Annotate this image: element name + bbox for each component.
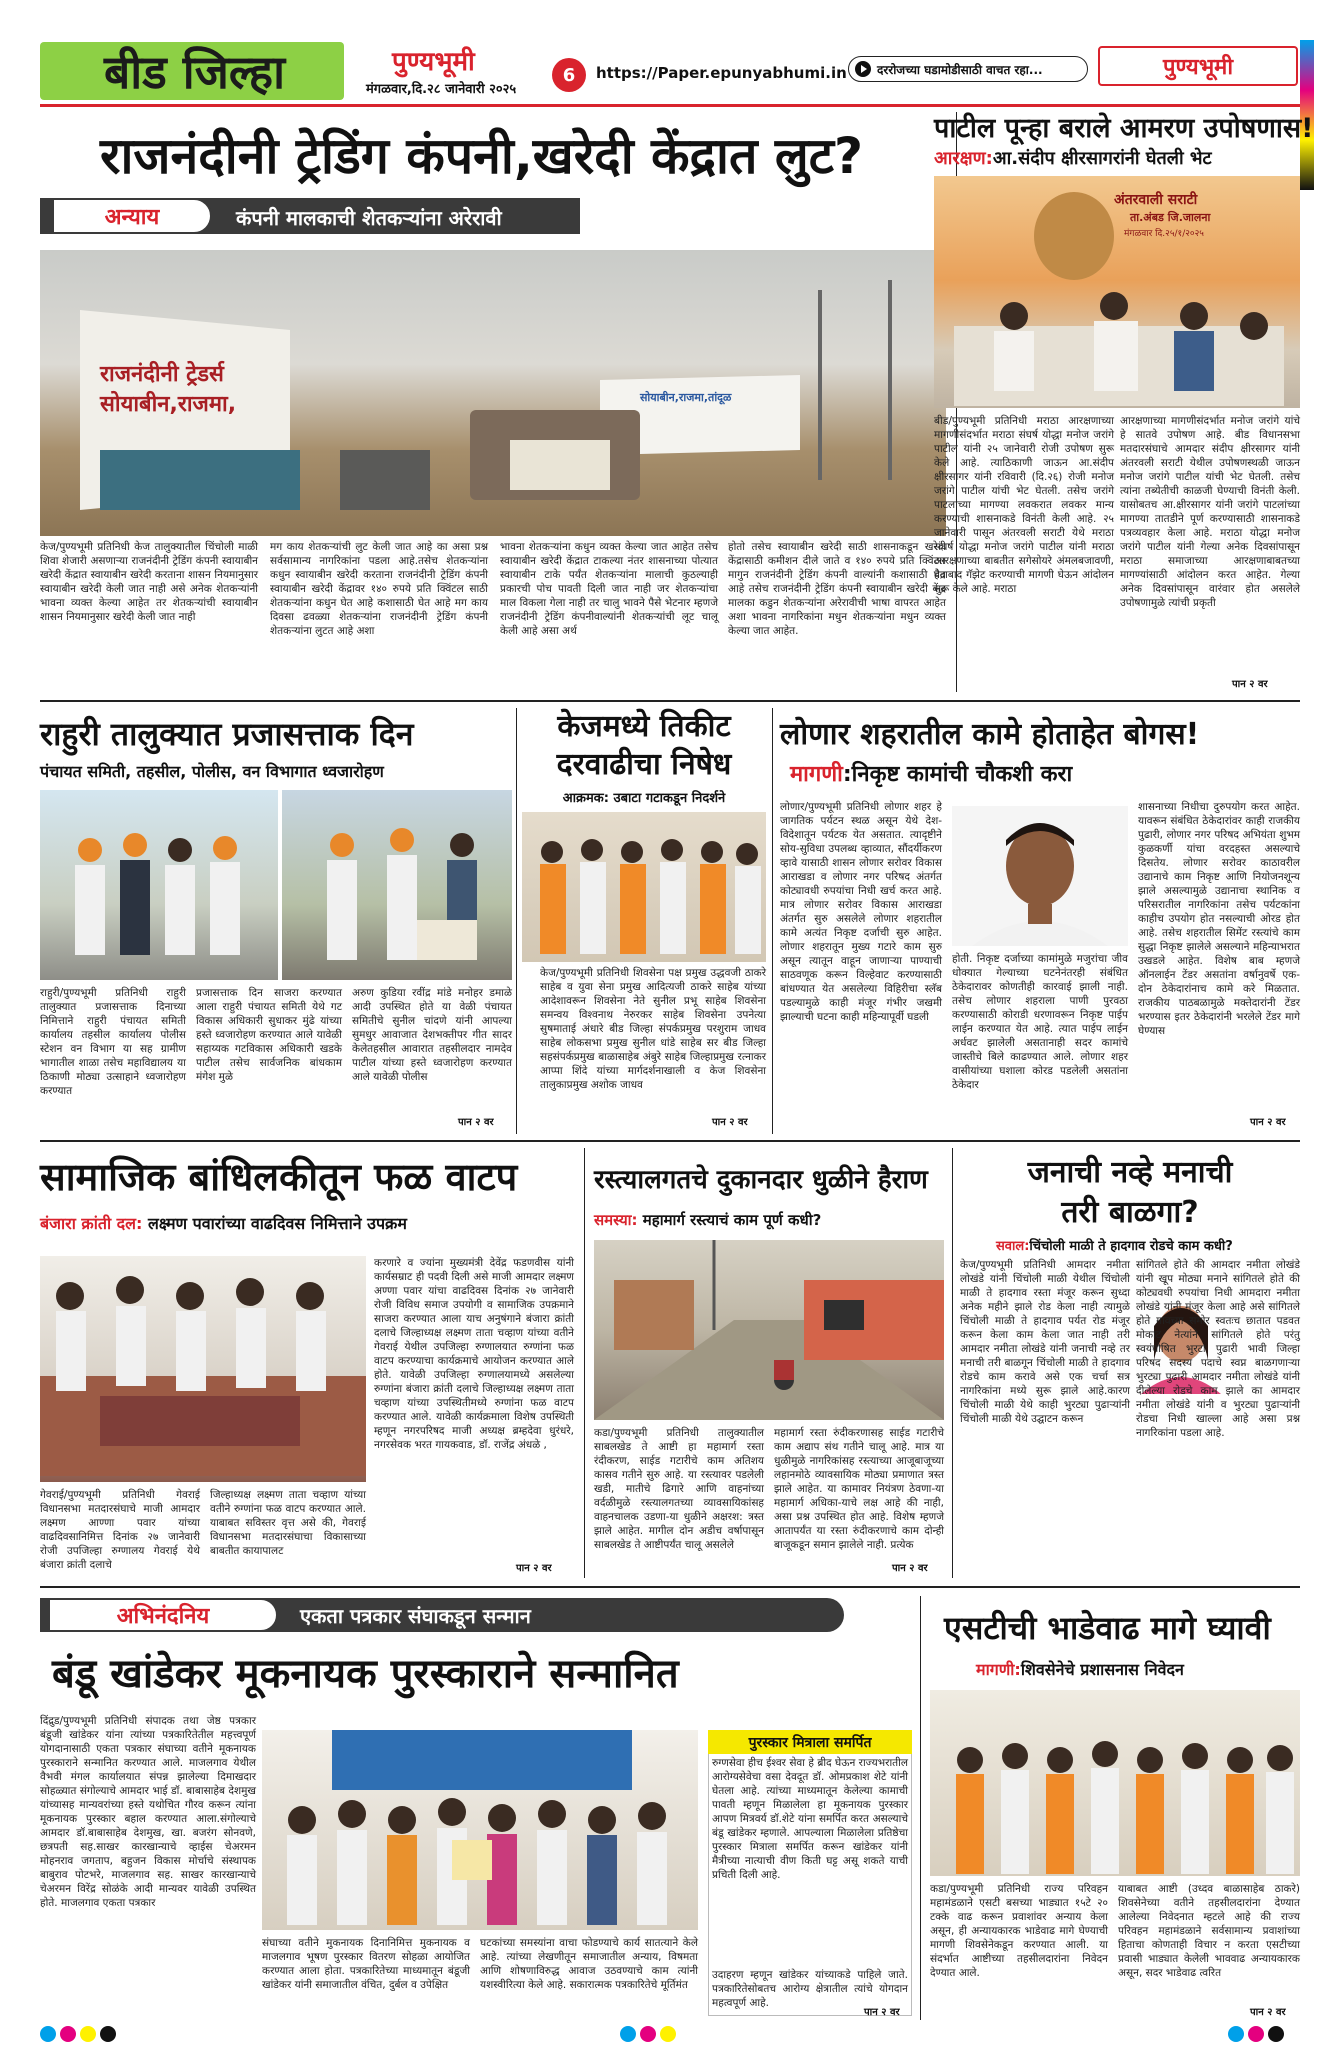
- registration-mark-left: [40, 2026, 56, 2042]
- road-col-1: कडा/पुण्यभूमी प्रतिनिधी तालुक्यातील साबलखेड ते आष्टी हा महामार्ग रस्ता रंदीकरण, साईड गटारीचे काम अतिशय कासव गतीने सुरु आहे. या रस्त्यावर पडलेली खडी, मातीचे ढिगारे आणि वाहनांच्या वर्दळीमुळे रस्त्यालगतच्या व्यावसायिकांसह वाहनचालक उडणा-या धुळीने अक्षरश: त्रस्त झाले आहेत. मागील दोन अडीच वर्षापासून साबलखेड ते आष्टीपर्यंत चालू असलेले: [594, 1427, 764, 1551]
- janachi-col-1: केज/पुण्यभूमी प्रतिनिधी आमदार नमीता लोखंडे यांनी चिंचोली माळी येथील चिंचोली माळी ते हादगाव रस्ता मंजूर करून सुध्दा अनेक महीने झाले रोड केला नाही त्यामुळे चिंचोली माळी ते हादगाव पर्यत रोड मंजूर करून केला काम केला जात नाही तरी आमदार नमीता लोखंडे यांनी जनाची नव्हे तर मनाची तरी बाळगून चिंचोली माळी ते हादगाव रोडचे काम करावे असे एक चर्चा सत्र नागरिकांना मध्ये सुरू झाले आहे.कारण चिंचोली माळी येथे काही भुरट्या पुढाऱ्यांनी चिंचोली माळी येथे उद्घाटन करून: [960, 1259, 1130, 1425]
- lonar-tag: मागणी: [790, 762, 843, 787]
- lonar-col-1: लोणार/पुण्यभूमी प्रतिनिधी लोणार शहर हे जागतिक पर्यटन स्थळ असून येथे देश-विदेशातून पर्यटक येत असतात. त्यादृष्टीने सोय-सुविधा उपलब्ध व्हाव्यात, सौंदर्यीकरण व्हावे यासाठी शासन लोणार सरोवर विकास आराखडा व लोणार नगर परिषद अंतर्गत कोट्यावधी रुपयांचा निधी खर्च करत आहे. मात्र लोणार सरोवर विकास आराखडा अंतर्गत सुरु असलेले लोणार शहरातील कामे अत्यंत निकृष्ट दर्जाची सुरु आहेत. लोणार शहरातून मुख्य गटारे काम सुरु असून त्यातून वाहून जाणाऱ्या पाण्याची साठवणूक करून विल्हेवाट करण्यासाठी बांधण्यात येत असलेल्या विहिरीचा स्लॅब पडल्यामुळे काही मंजूर गंभीर जखमी झाल्याची घटना काही महिन्यापूर्वी घडली: [780, 801, 942, 1023]
- registration-mark-left-2: [60, 2026, 76, 2042]
- edition-date: मंगळवार,दि.२८ जानेवारी २०२५: [366, 82, 517, 97]
- lonar-col-2: होती. निकृष्ट दर्जाच्या कामांमुळे मजुरांचा जीव धोक्यात गेल्याच्या घटनेनंतरही संबंधित ठेकेदारावर कोणतीही कारवाई झाली नाही. तसेच लोणार शहराला पाणी पुरवठा करण्यासाठी कोराडी धरणावरून निकृष्ट पाईप लाईन करण्यात येत आहे. त्यात पाईप लाईन अर्धवट झालेली असतानाही सदर कामांचे जास्तीचे बिले काढण्यात आले. लोणार शहर वासीयांच्या घशाला कोरड पडलेली असतांना ठेकेदार: [952, 953, 1128, 1091]
- road-tag: समस्या:: [594, 1211, 638, 1229]
- vertical-rule-st: [920, 1596, 921, 2020]
- site-url[interactable]: https://Paper.epunyabhumi.in: [596, 64, 847, 82]
- road-col-2: महामार्ग रस्ता रुंदीकरणासह साईड गटारीचे काम अद्याप संथ गतीने चालू आहे. मात्र या धुळीमुळे नागरिकांसह रस्त्याच्या आजूबाजूच्या लहानमोठे व्यावसायिक मोठ्या प्रमाणात त्रस्त झाले आहेत. या कामावर नियंत्रण ठेवणा-या महामार्ग अधिका-याचे लक्ष आहे की नाही, असा प्रश्न उपस्थित होत आहे. विशेष म्हणजे आतापर्यंत या रस्ता रुंदीकरणाचे काम दोन्ही बाजूकडून समान झालेले नाही. प्रत्येक: [774, 1427, 944, 1551]
- tagline-bar: [848, 56, 1088, 82]
- patil-strap-line: [934, 146, 1212, 170]
- registration-mark-left-3: [80, 2026, 96, 2042]
- lead-photo-sign2: सोयाबीन,राजमा,तांदूळ: [640, 391, 732, 404]
- row-rule-1: [40, 700, 1300, 702]
- award-left-col: दिंद्रुड/पुण्यभूमी प्रतिनिधी संपादक तथा जेष्ठ पत्रकार बंडूजी खांडेकर यांना त्यांच्या पत्रकारितेतील महत्त्वपूर्ण योगदानासाठी एकता पत्रकार संघाच्या वतीने मूकनायक पुरस्काराने सन्मानित करण्यात आले. माजलगाव येथील वैभवी मंगल कार्यालयात संपन्न झालेल्या दिमाखदार सोहळ्यात संगोल्याचे आमदार भाई डॉ. बाबासाहेब देशमुख यांच्यासह मान्यवरांच्या हस्ते यथोचित गौरव करून त्यांना मूकनायक पुरस्कार बहाल करण्यात आला.संगोल्याचे आमदार डॉ.बाबासाहेब देशमुख, खा. बजरंग सोनवणे, छत्रपती सह.साखर कारखान्याचे व्हाईस चेअरमन मोहनराव जगताप, बहुजन विकास मोर्चाचे संस्थापक बाबुराव पोटभरे, माजलगाव सह. साखर कारखान्याचे चेअरमन विरेंद्र सोळंके आदी मान्यवर यावेळी उपस्थित होते. माजलगाव एकता पत्रकार: [40, 1715, 256, 1909]
- rahuri-photo-1: [40, 790, 278, 980]
- registration-mark-mid: [620, 2026, 636, 2042]
- award-box-title-bar: [708, 1730, 912, 1754]
- kej-headline: केजमध्ये तिकीट दरवाढीचा निषेध: [556, 709, 732, 782]
- lead-col-2: मग काय शेतकऱ्यांची लुट केली जात आहे का असा प्रश्न सर्वसामान्य नागरिकांना पडला आहे.तसेच शेतकऱ्यांना कधुन स्वायाबीन खरेदी करताना राजनंदीनी ट्रेडिंग कंपनी स्वायाबीन खरेदी केंद्रावर १४० रुपये प्रति क्विंटल साठी शेतकऱ्यांना कधुन घेत आहे कशासाठी घेत आहे मग काय दिवसा ढवळ्या शेतकऱ्यांना राजनंदीनी ट्रेडिंग कंपनी शेतकऱ्यांना लुटत आहे अशा: [270, 541, 488, 637]
- patil-continued: पान २ वर: [1232, 679, 1268, 690]
- rahuri-col-1: राहुरी/पुण्यभूमी प्रतिनिधी राहुरी तालुक्यात प्रजासत्ताक दिनाच्या निमित्ताने राहुरी पंचायत समिती कार्यालय तहसील कार्यालय पोलीस स्टेशन वन विभाग या सह ग्रामीण भागातील शाळा तसेच महाविद्यालय या ठिकाणी मोठ्या उत्साहाने ध्वजारोहण करण्यात: [40, 987, 186, 1097]
- row-rule-3: [40, 1586, 1300, 1588]
- kej-continued: पान २ वर: [712, 1117, 748, 1128]
- page-number: [552, 58, 586, 92]
- lead-tag-text: अन्याय: [104, 205, 160, 230]
- rahuri-headline: राहुरी तालुक्यात प्रजासत्ताक दिन: [40, 715, 414, 753]
- rahuri-sub: पंचायत समिती, तहसील, पोलीस, वन विभागात ध्वजारोहण: [40, 762, 384, 781]
- award-tag-text: अभिनंदनिय: [116, 1604, 210, 1629]
- vertical-rule-kej: [516, 708, 517, 1134]
- row-rule-2: [40, 1140, 1300, 1142]
- play-icon: [855, 61, 871, 77]
- patil-col-2: आरक्षणाच्या मागणीसंदर्भात मनोज जरांगे यांचे हे सातवे उपोषण आहे. बीड विधानसभा मतदारसंघाचे आमदार संदीप क्षीरसागर यांनी अंतरवली सराटी येथील उपोषणस्थळी जाऊन मनोज जरांगे पाटील यांची भेट घेतली. तसेच त्यांना तब्येतीची काळजी घेण्याची विनंती केली. यासोबतच आ.क्षीरसागर यांनी जरांगे पाटलांच्या मागण्या तातडीने पूर्ण करण्यासाठी शासनाकडे पत्रव्यवहार केला आहे. मराठा योद्धा मनोज जरांगे पाटील यांनी गेल्या अनेक दिवसांपासून मराठा समाजाच्या आरक्षणाबाबतच्या मागण्यांसाठी आंदोलन करत आहेत. गेल्या अनेक दिवसांपासून वारंवार होत असलेले उपोषणामुळे त्यांची प्रकृती: [1120, 415, 1300, 609]
- social-tag: बंजारा क्रांती दल:: [40, 1214, 143, 1233]
- award-tag: [48, 1598, 278, 1632]
- patil-strap: आ.संदीप क्षीरसागरांनी घेतली भेट: [992, 148, 1212, 169]
- janachi-col-2: सांगितले होते की आमदार नमीता लोखंडे यांनी खूप मोठ्या मनाने सांगितले होते की कोट्यवधी रुपयांचा निधी आमदारा नमीता लोखंडे यांनी मंजूर केला आहे असे सांगितले होते गावच्या समोर स्वतःच छातात पडवत मोकाट नेत्यांने सांगितले होते परंतु स्वयंघोषित भुरटा पुढारी भावी जिल्हा परिषद सदस्य पदाचे स्वप्न बाळगणाऱ्या भुरट्या पुढारी आमदार नमीता लोखंडे यांनी दीलेल्या रोडचे काम झाले का आमदार नमीता लोखंडे यांनी व भुरट्या पुढाऱ्यांनी रोडचा निधी खाल्ला आहे असा प्रश्न नागरिकांना पडला आहे.: [1136, 1259, 1300, 1439]
- st-photo-scene: [930, 1690, 1300, 1876]
- section-title: बीड जिल्हा: [104, 45, 286, 99]
- registration-mark-right: [1228, 2026, 1244, 2042]
- social-strap: लक्ष्मण पवारांच्या वाढदिवस निमित्ताने उपक्रम: [148, 1214, 407, 1233]
- patil-photo-scene: [934, 176, 1300, 408]
- lead-tag: [52, 198, 212, 234]
- page-number-text: 6: [562, 64, 576, 86]
- award-box-title: पुरस्कार मित्राला समर्पित: [748, 1734, 872, 1751]
- rahuri-photo-1-scene: [40, 790, 278, 980]
- kej-photo: [522, 812, 766, 962]
- st-continued: पान २ वर: [1250, 2007, 1286, 2018]
- registration-mark-right-2: [1248, 2026, 1264, 2042]
- road-photo: [594, 1240, 944, 1420]
- patil-tag: आरक्षण:: [934, 148, 993, 169]
- award-box-text-2: उदाहरण म्हणून खांडेकर यांच्याकडे पाहिले जाते. पत्रकारितेसोबतच आरोग्य क्षेत्रातील त्यांचे योगदान महत्वपूर्ण आहे.: [712, 1969, 908, 2009]
- registration-mark-left-4: [100, 2026, 116, 2042]
- lonar-strap: :निकृष्ट कामांची चौकशी करा: [842, 762, 1073, 787]
- lead-photo-sign: राजनंदीनी ट्रेडर्स सोयाबीन,राजमा,: [100, 362, 237, 417]
- kej-text: केज/पुण्यभूमी प्रतिनिधी शिवसेना पक्ष प्रमुख उद्धवजी ठाकरे साहेब व युवा सेना प्रमुख आदित्यजी ठाकरे साहेब यांच्या आदेशावरून शिवसेना नेते सुनील प्रभू साहेब शिवसेना समन्वय विश्वनाथ नेरुरकर साहेब शिवसेना उपनेत्या सुषमाताई अंधारे बीड जिल्हा संपर्कप्रमुख परशुराम जाधव साहेब लोकसभा प्रमुख सुनील धांडे साहेब सर बीड जिल्हा सहसंपर्कप्रमुख बाळासाहेब अंबुरे साहेब जिल्हाप्रमुख रत्नाकर आप्पा शिंदे यांच्या मार्गदर्शनाखाली व केज शिवसेना तालुकाप्रमुख अशोक जाधव: [540, 967, 766, 1091]
- st-strap: शिवसेनेचे प्रशासनास निवेदन: [1020, 1660, 1184, 1679]
- patil-banner-sub: ता.अंबड जि.जालना: [1130, 211, 1211, 224]
- st-col-1: कडा/पुण्यभूमी प्रतिनिधी राज्य परिवहन महामंडळाने एसटी बसच्या भाड्यात १५टे २० टक्के वाढ करून प्रवाशांवर अन्याय केला असून, ही अन्यायकारक भाडेवाढ मागे घेण्याची मागणी शिवसेनेकडून करण्यात आली. या संदर्भात आष्टीच्या तहसीलदारांना निवेदन देण्यात आले.: [930, 1883, 1108, 1979]
- award-col-3: घटकांच्या समस्यांना वाचा फोडण्याचे कार्य सातत्याने केले आहे. त्यांच्या लेखणीतून समाजातील अन्याय, विषमता आणि शोषणाविरुद्ध आवाज उठवण्याचे काम त्यांनी यशस्वीरित्या केले आहे. सकारात्मक पत्रकारितेचे मूर्तिमंत: [480, 1937, 698, 1991]
- rahuri-continued: पान २ वर: [458, 1117, 494, 1128]
- lead-photo: [40, 250, 946, 536]
- rahuri-photo-2: [282, 790, 512, 980]
- janachi-strap: चिंचोली माळी ते हादगाव रोडचे काम कधी?: [1029, 1239, 1233, 1254]
- social-photo-scene: [40, 1256, 366, 1482]
- lonar-headline: लोणार शहरातील कामे होताहेत बोगस!: [780, 717, 1200, 752]
- brand-logo-text: पुण्यभूमी: [1162, 55, 1234, 80]
- registration-mark-mid-3: [660, 2026, 676, 2042]
- rahuri-col-3: अरुण कुडिया रवींद्र मांडे मनोहर डमाळे आदी उपस्थित होते या वेळी पंचायत समितीचे सुनील चांदणे यांनी आपल्या सुमधुर आवाजात देशभक्तीपर गीत सादर केलेतहसील आवारात तहसीलदार नामदेव पाटील यांच्या हस्ते ध्वजारोहण करण्यात आले यावेळी पोलीस: [352, 987, 512, 1083]
- rahuri-col-2: प्रजासत्ताक दिन साजरा करण्यात आला राहुरी पंचायत समिती येथे गट विकास अधिकारी सुधाकर मुंढे यांच्या हस्ते ध्वजारोहण करण्यात आले यावेळी सहाय्यक गटविकास अधिकारी खडके पाटील तसेच सार्वजनिक बांधकाम मंगेश मुळे: [196, 987, 342, 1083]
- vertical-rule-janachi: [952, 1148, 953, 1578]
- brand-logo-small: [1098, 46, 1298, 86]
- road-continued: पान २ वर: [892, 1563, 928, 1574]
- social-continued: पान २ वर: [516, 1563, 552, 1574]
- award-continued: पान २ वर: [864, 2007, 900, 2018]
- kej-strap: आक्रमक: उबाटा गटाकडून निदर्शने: [562, 791, 726, 806]
- st-strap-line: [976, 1658, 1184, 1680]
- st-tag: मागणी:: [976, 1660, 1021, 1679]
- brand-name: पुण्यभूमी: [392, 47, 475, 77]
- award-photo-scene: [262, 1730, 698, 1930]
- vertical-rule-lonar: [772, 708, 773, 1134]
- social-headline: सामाजिक बांधिलकीतून फळ वाटप: [40, 1155, 518, 1199]
- vertical-rule-road: [584, 1148, 585, 1578]
- janachi-headline-2: तरी बाळगा?: [1061, 1195, 1199, 1230]
- road-strap-line: [594, 1210, 821, 1230]
- tagline-text: दररोजच्या घडामोडीसाठी वाचत रहा...: [877, 62, 1043, 77]
- patil-col-1: बीड/पुण्यभूमी प्रतिनिधी मराठा आरक्षणाच्या मागणीसंदर्भात मराठा संघर्ष योद्धा मनोज जरांगे पाटील यांनी २५ जानेवारी रोजी उपोषण सुरू केले आहे. त्याठिकाणी जाऊन आ.संदीप क्षीरसागर यांनी रविवारी (दि.२६) रोजी मनोज जरांगे पाटील यांची भेट घेतली. तसेच जरांगे पाटलांच्या मागण्या लवकरात लवकर मान्य करण्याची शासनाकडे विनंती केली आहे. २५ जानेवारी पासून अंतरवली सराटी येथे मराठा संघर्ष योद्धा मनोज जरांगे पाटील यांनी मराठा आरक्षणाच्या बाबतीत सगेसोयरे अंमलबजावणी, हैद्राबाद गॅझेट करण्याची मागणी घेऊन आंदोलन सुरू केले आहे. मराठा: [934, 415, 1114, 595]
- lonar-portrait: [952, 806, 1128, 946]
- award-headline: बंडू खांडेकर मूकनायक पुरस्काराने सन्मानित: [52, 1651, 679, 1697]
- masthead-rule: [40, 104, 1300, 107]
- social-right-col: करणारे व ज्यांना मुख्यमंत्री देवेंद्र फडणवीस यांनी कार्यसम्राट ही पदवी दिली असे माजी आमदार लक्ष्मण अण्णा पवार यांचा वाढदिवस दिनांक २७ जानेवारी रोजी विविध समाज उपयोगी व सामाजिक उपक्रमाने साजरा करण्यात आला याच अनुषंगाने बंजारा क्रांती दलाचे जिल्हाध्यक्ष लक्ष्मण ताता चव्हाण यांच्या वतीने गेवराई येथील उपजिल्हा रुग्णालयात रुग्णांना फळ वाटप करण्याचा कार्यक्रमाचे आयोजन करण्यात आले होते. यावेळी उपजिल्हा रुग्णालयामध्ये असलेल्या रुग्णांना बंजारा क्रांती दलाचे जिल्हाध्यक्ष लक्ष्मण ताता चव्हाण यांच्या उपस्थितीमध्ये रुग्णांना फळ वाटप करण्यात आले. यावेळी कार्यक्रमाला विशेष उपस्थिती म्हणून नगरपरिषद माजी अध्यक्ष ब्रम्हदेवा धुरंधरे, नगरसेवक भरत गायकवाड, डॉ. राजेंद्र अंधळे ,: [374, 1257, 574, 1451]
- social-strap-line: [40, 1212, 407, 1234]
- patil-banner-date: मंगळवार दि.२५/१/२०२५: [1124, 229, 1204, 239]
- patil-headline: पाटील पून्हा बराले आमरण उपोषणास!: [934, 113, 1314, 144]
- lonar-photo: [952, 806, 1128, 946]
- lonar-strap-line: [790, 758, 1072, 788]
- award-box-text: रुग्णसेवा हीच ईश्वर सेवा हे ब्रीद घेऊन राज्यभरातील आरोग्यसेवेचा वसा देवदूत डॉ. ओमप्रकाश शेटे यांनी घेतला आहे. त्यांच्या माध्यमातून केलेल्या कामाची पावती म्हणून मिळालेला हा मूकनायक पुरस्कार आपण मित्रवर्य डॉ.शेटे यांना समर्पित करत असल्याचे बंडू खांडेकर म्हणाले. आपल्याला मिळालेला प्रतिष्ठेचा पुरस्कार मित्राला समर्पित करून खांडेकर यांनी मैत्रीच्या नात्याची वीण किती घट्ट असू शकते याची प्रचिती दिली आहे.: [712, 1757, 908, 1881]
- social-col-2: जिल्हाध्यक्ष लक्ष्मण ताता चव्हाण यांच्या वतीने रुग्णांना फळ वाटप करण्यात आले. याबाबत सविस्तर वृत्त असे की, गेवराई विधानसभा मतदारसंघाचा विकासाच्या बाबतीत कायापालट: [210, 1489, 366, 1557]
- patil-photo: [934, 176, 1300, 408]
- social-col-1: गेवराई/पुण्यभूमी प्रतिनिधी गेवराई विधानसभा मतदारसंघाचे माजी आमदार लक्ष्मण आण्णा पवार यांच्या वाढदिवसानिमित्त दिनांक २७ जानेवारी रोजी उपजिल्हा रुग्णालय गेवराई येथे बंजारा क्रांती दलाचे: [40, 1489, 200, 1571]
- masthead: [0, 0, 1339, 99]
- social-photo: [40, 1256, 366, 1482]
- lead-col-4: होतो तसेच स्वायाबीन खरेदी साठी शासनाकडून खरेदी केंद्रासाठी कमीशन दीले जाते व १४० रुपये प्रति क्विंटल मागुन राजनंदीनी ट्रेडिंग कंपनी वाल्यांनी कशासाठी घेत आहे तसेच राजनंदीनी ट्रेडिंग कंपनी स्वायाबीन खरेदी केंद्र मालका कडुन शेतकऱ्यांना अरेरावीची भाषा वापरत आहेत अशा भावना नागरिकांना मधुन शेतकऱ्यांना मधुन व्यक्त केल्या जात आहेत.: [728, 541, 946, 637]
- registration-mark-right-3: [1268, 2026, 1284, 2042]
- patil-banner-title: अंतरवाली सराटी: [1114, 192, 1198, 208]
- lead-headline: राजनंदीनी ट्रेडिंग कंपनी,खरेदी केंद्रात लुट?: [100, 127, 863, 185]
- lead-col-3: भावना शेतकऱ्यांना कधुन व्यक्त केल्या जात आहेत तसेच स्वायाबीन खरेदी केंद्रात टाकल्या नंतर शासनाच्या पोत्यात स्वायाबीन टाके पर्यंत शेतकऱ्यांना मालाची कुठल्याही प्रकारची पोच पावती दिली जात नाही जर शेतकऱ्यांचा माल विकला गेला नाही तर चालु भावने पैसे भेटनार म्हणजे राजनंदीनी ट्रेडिंग कंपनीवाल्यांनी शेतकऱ्यांची लूट चालू केली आहे असा अर्थ: [500, 541, 718, 637]
- st-headline: एसटीची भाडेवाढ मागे घ्यावी: [944, 1609, 1271, 1647]
- janachi-headline-1: जनाची नव्हे मनाची: [1027, 1155, 1233, 1190]
- award-col-2: संघाच्या वतीने मुकनायक दिनानिमित्त मुकनायक व माजलगाव भूषण पुरस्कार वितरण सोहळा आयोजित करण्यात आला होता. पत्रकारितेच्या माध्यमातून बंडूजी खांडेकर यांनी समाजातील वंचित, दुर्बल व उपेक्षित: [262, 1937, 470, 1991]
- award-strap: एकता पत्रकार संघाकडून सन्मान: [300, 1604, 531, 1628]
- road-headline: रस्त्यालगतचे दुकानदार धुळीने हैराण: [594, 1165, 928, 1195]
- road-strap: महामार्ग रस्त्याचं काम पूर्ण कधी?: [642, 1211, 822, 1229]
- kej-photo-scene: [522, 812, 766, 962]
- lead-strap: कंपनी मालकाची शेतकऱ्यांना अरेरावी: [236, 206, 502, 230]
- lonar-col-3: शासनाच्या निधीचा दुरुपयोग करत आहेत. यावरून संबंधित ठेकेदारांवर काही राजकीय पुढारी, लोणार नगर परिषद अभियंता शुभम कुळकर्णी यांचा वरदहस्त असल्याचे दिसतेय. लोणार सरोवर काठावरील उद्यानाचे काम निकृष्ट आणि नियोजनशून्य झाले असल्यामुळे उद्यानाचा स्थानिक व परिसरातील नागरिकांना तसेच पर्यटकांना काहीच उपयोग होत नसल्याची ओरड होत आहे. तसेच शहरातील सिमेंट रस्त्यांचे काम सुद्धा निकृष्ट झालेले असल्याने महिन्याभरात उखडले आहेत. विशेष बाब म्हणजे ऑनलाईन टेंडर असतांना वर्षानुवर्षे एक-दोन ठेकेदारांनाच कामे करे मिळतात. राजकीय पाठबळामुळे मक्तेदारांनी टेंडर भरण्यास इतर ठेकेदारांनी भरलेले टेंडर मागे घेण्यास: [1138, 801, 1300, 1037]
- janachi-strap-line: [996, 1236, 1233, 1254]
- rahuri-photo-2-scene: [282, 790, 512, 980]
- lead-col-1: केज/पुण्यभूमी प्रतिनिधी केज तालुक्यातील चिंचोली माळी शिवा शेजारी असणाऱ्या राजनंदीनी ट्रेडिंग कंपनी स्वायाबीन खरेदी केंद्रात स्वायाबीन खरेदी करताना शासन नियमानुसार स्वायाबीन खरेदी केली जात नाही असे अनेक शेतकऱ्यांनी भावना व्यक्त केल्या आहेत तर शेतकऱ्यांची स्वायाबीन शासन नियमानुसार खरेदी केली जात नाही: [40, 541, 258, 623]
- lonar-continued: पान २ वर: [1250, 1117, 1286, 1128]
- st-photo: [930, 1690, 1300, 1876]
- janachi-tag: सवाल:: [996, 1239, 1030, 1254]
- award-photo: [262, 1730, 698, 1930]
- road-photo-scene: [594, 1240, 944, 1420]
- registration-mark-mid-2: [640, 2026, 656, 2042]
- st-col-2: याबाबत आष्टी (उध्दव बाळासाहेब ठाकरे) शिवसेनेच्या वतीने तहसीलदारांना देण्यात आलेल्या निवेदनात म्हटले आहे की राज्य परिवहन महामंडळाने सर्वसामान्य प्रवाशांच्या हिताचा कोणताही विचार न करता एसटीच्या प्रवासी भाड्यात केलेली भाववाढ अन्यायकारक असून, सदर भाडेवाढ त्वरित: [1118, 1883, 1300, 1979]
